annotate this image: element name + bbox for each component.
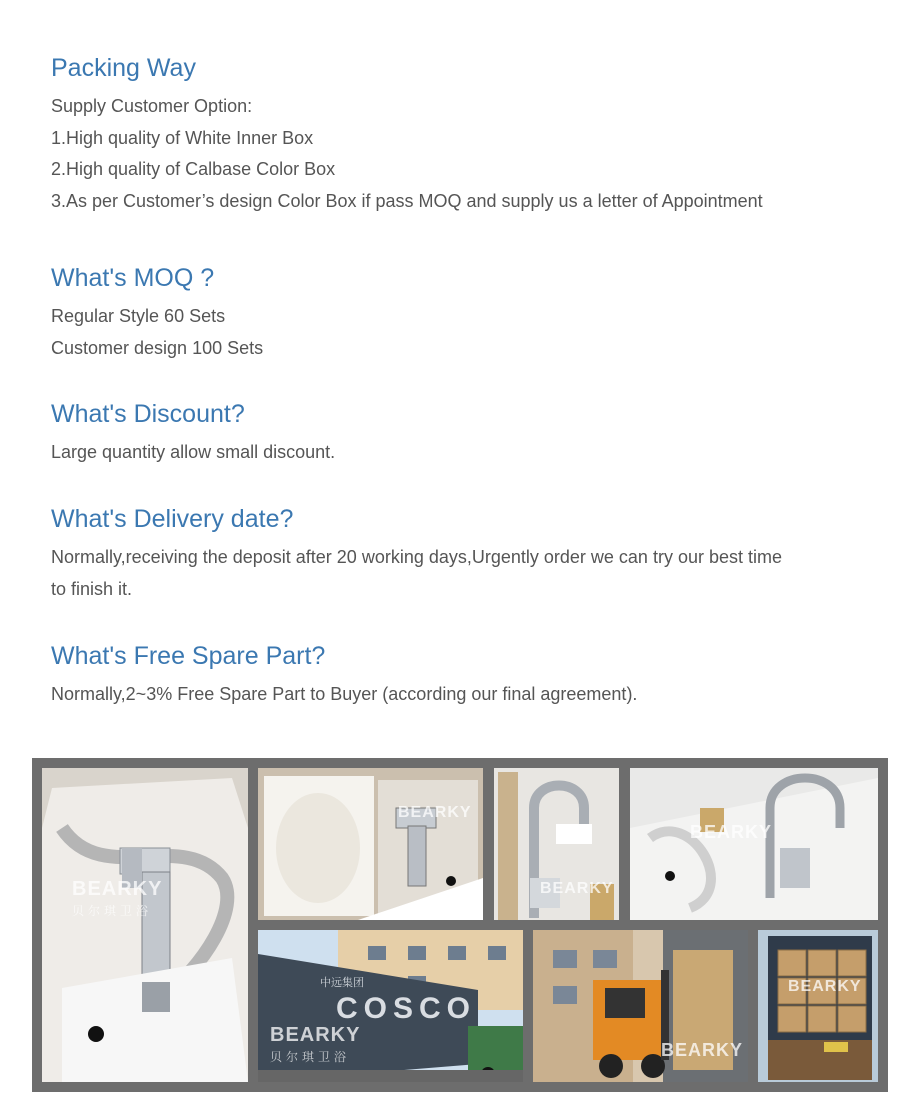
watermark-brand: BEARKY bbox=[398, 804, 472, 821]
delivery-line-2: to finish it. bbox=[51, 578, 133, 599]
watermark-brand-cn: 贝尔琪卫浴 bbox=[72, 904, 153, 918]
discount-section bbox=[51, 399, 871, 469]
delivery-section bbox=[51, 504, 871, 605]
faucet-box-illustration bbox=[42, 768, 248, 1082]
discount-heading: What's Discount? bbox=[51, 400, 245, 428]
moq-section bbox=[51, 263, 871, 364]
delivery-line-1: Normally,receiving the deposit after 20 working days,Urgently order we can try our best time bbox=[51, 547, 782, 567]
spare-part-line: Normally,2~3% Free Spare Part to Buyer (according our final agreement). bbox=[51, 684, 638, 704]
packing-line-intro: Supply Customer Option: bbox=[51, 96, 253, 116]
delivery-heading: What's Delivery date? bbox=[51, 505, 294, 533]
watermark-brand: BEARKY bbox=[788, 978, 862, 995]
photo-faucet-in-box bbox=[42, 768, 248, 1082]
moq-heading: What's MOQ ? bbox=[51, 264, 215, 292]
watermark-brand: BEARKY bbox=[690, 822, 773, 842]
packing-photo-gallery bbox=[32, 758, 888, 1092]
photo-container-loaded bbox=[758, 930, 878, 1082]
moq-line-regular: Regular Style 60 Sets bbox=[51, 306, 226, 326]
moq-line-custom: Customer design 100 Sets bbox=[51, 337, 264, 358]
loaded-container-illustration bbox=[758, 930, 878, 1082]
packing-way-section bbox=[51, 53, 871, 217]
spare-part-heading: What's Free Spare Part? bbox=[51, 642, 326, 670]
photo-kitchen-faucet-boxed bbox=[494, 768, 619, 920]
packing-line-3: 3.As per Customer’s design Color Box if pass MOQ and supply us a letter of Appointment bbox=[51, 190, 763, 211]
photo-container-truck bbox=[258, 930, 523, 1082]
faucet-bag-illustration bbox=[258, 768, 483, 920]
watermark-brand: BEARKY bbox=[540, 880, 614, 897]
spare-part-section bbox=[51, 641, 871, 711]
photo-kitchen-faucet-bag bbox=[630, 768, 878, 920]
container-brand-text: COSCO bbox=[336, 992, 477, 1025]
watermark-brand: BEARKY bbox=[72, 878, 163, 900]
photo-faucet-with-bag bbox=[258, 768, 483, 920]
watermark-brand-cn: 贝尔琪卫浴 bbox=[270, 1050, 351, 1064]
watermark-brand: BEARKY bbox=[270, 1024, 361, 1046]
photo-forklift-loading bbox=[533, 930, 748, 1082]
packing-way-heading: Packing Way bbox=[51, 54, 196, 82]
container-brand-cn: 中远集团 bbox=[320, 976, 364, 989]
kitchen-faucet-bag-illustration bbox=[630, 768, 878, 920]
packing-line-2: 2.High quality of Calbase Color Box bbox=[51, 159, 336, 179]
discount-line: Large quantity allow small discount. bbox=[51, 442, 336, 462]
packing-line-1: 1.High quality of White Inner Box bbox=[51, 127, 314, 148]
watermark-brand: BEARKY bbox=[661, 1040, 744, 1060]
